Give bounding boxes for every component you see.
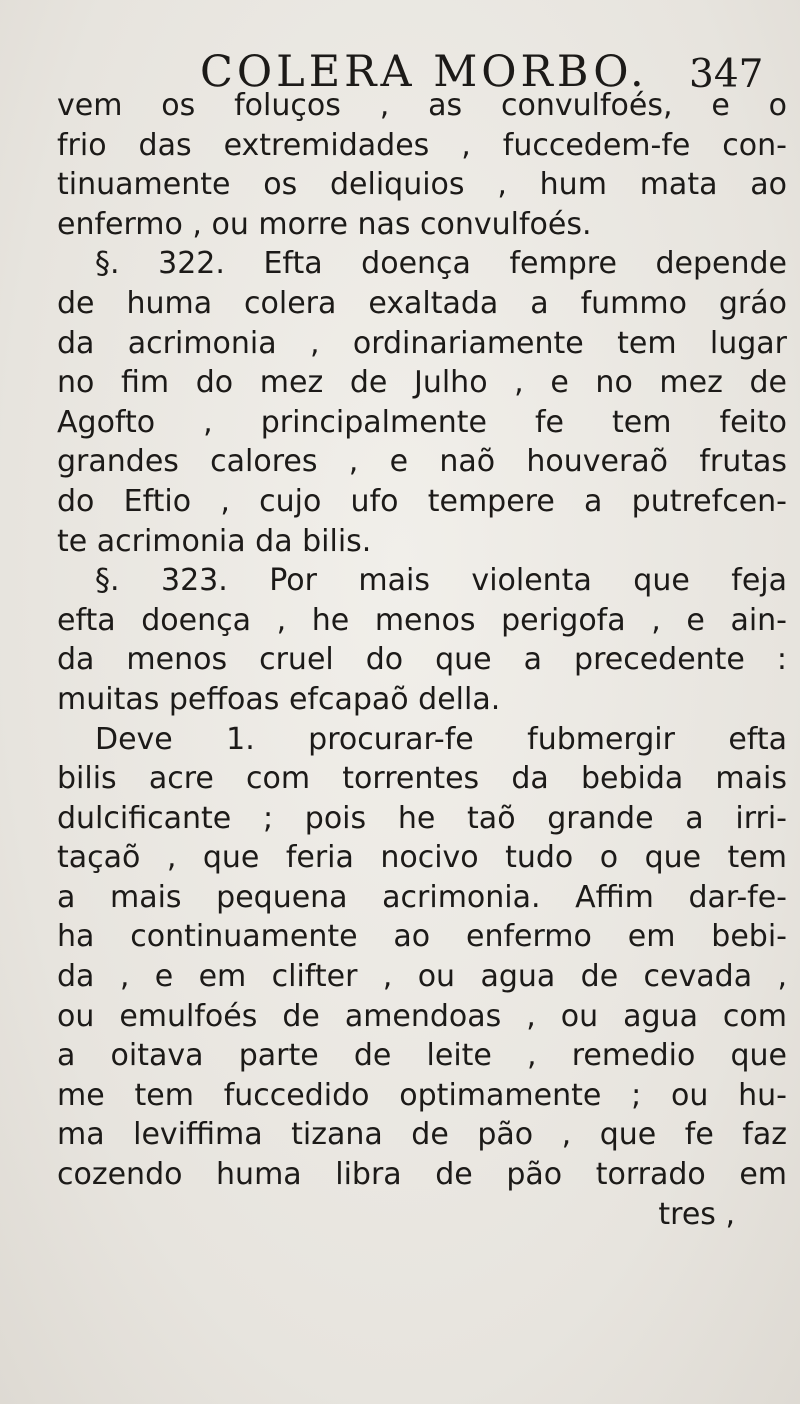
text-line: a oitava parte de leite , remedio que xyxy=(57,1038,787,1074)
text-line: de huma colera exaltada a fummo gráo xyxy=(57,285,787,321)
text-line: bilis acre com torrentes da bebida mais xyxy=(57,761,787,797)
text-line: muitas peffoas efcapaõ della. xyxy=(57,681,501,717)
text-line: a mais pequena acrimonia. Affim dar-fe- xyxy=(57,879,787,915)
paragraph-start-line: Deve 1. procurar-fe fubmergir efta xyxy=(95,721,787,757)
running-title: COLERA MORBO. xyxy=(200,47,648,97)
text-line: da menos cruel do que a precedente : xyxy=(57,642,787,678)
text-line: taçaõ , que feria nocivo tudo o que tem xyxy=(57,840,787,876)
text-line: da acrimonia , ordinariamente tem lugar xyxy=(57,325,787,361)
text-line: grandes calores , e naõ houveraõ frutas xyxy=(57,444,787,480)
text-line: te acrimonia da bilis. xyxy=(57,523,372,559)
text-line: ma leviffima tizana de pão , que fe faz xyxy=(57,1117,787,1153)
paragraph-start-line: §. 323. Por mais violenta que feja xyxy=(95,563,787,599)
text-line: me tem fuccedido optimamente ; ou hu- xyxy=(57,1077,787,1113)
text-line: frio das extremidades , fuccedem-fe con- xyxy=(57,127,787,163)
text-line: efta doença , he menos perigofa , e ain- xyxy=(57,602,787,638)
text-line: ha continuamente ao enfermo em bebi- xyxy=(57,919,787,955)
text-line: Agofto , principalmente fe tem feito xyxy=(57,404,787,440)
text-line: da , e em clifter , ou agua de cevada , xyxy=(57,959,787,995)
page-number: 347 xyxy=(689,52,764,97)
text-line: cozendo huma libra de pão torrado em xyxy=(57,1157,787,1193)
text-line: vem os foluços , as convulfoés, e o xyxy=(57,88,787,123)
text-line: tinuamente os deliquios , hum mata ao xyxy=(57,167,787,203)
text-line: do Eftio , cujo ufo tempere a putrefcen- xyxy=(57,483,787,519)
catchword: tres , xyxy=(658,1196,735,1232)
text-line: no fim do mez de Julho , e no mez de xyxy=(57,365,787,401)
paragraph-start-line: §. 322. Efta doença fempre depende xyxy=(95,246,787,282)
text-line: dulcificante ; pois he taõ grande a irri- xyxy=(57,800,787,836)
body-text xyxy=(57,86,787,1234)
text-line: enfermo , ou morre nas convulfoés. xyxy=(57,206,592,242)
text-line: ou emulfoés de amendoas , ou agua com xyxy=(57,998,787,1034)
